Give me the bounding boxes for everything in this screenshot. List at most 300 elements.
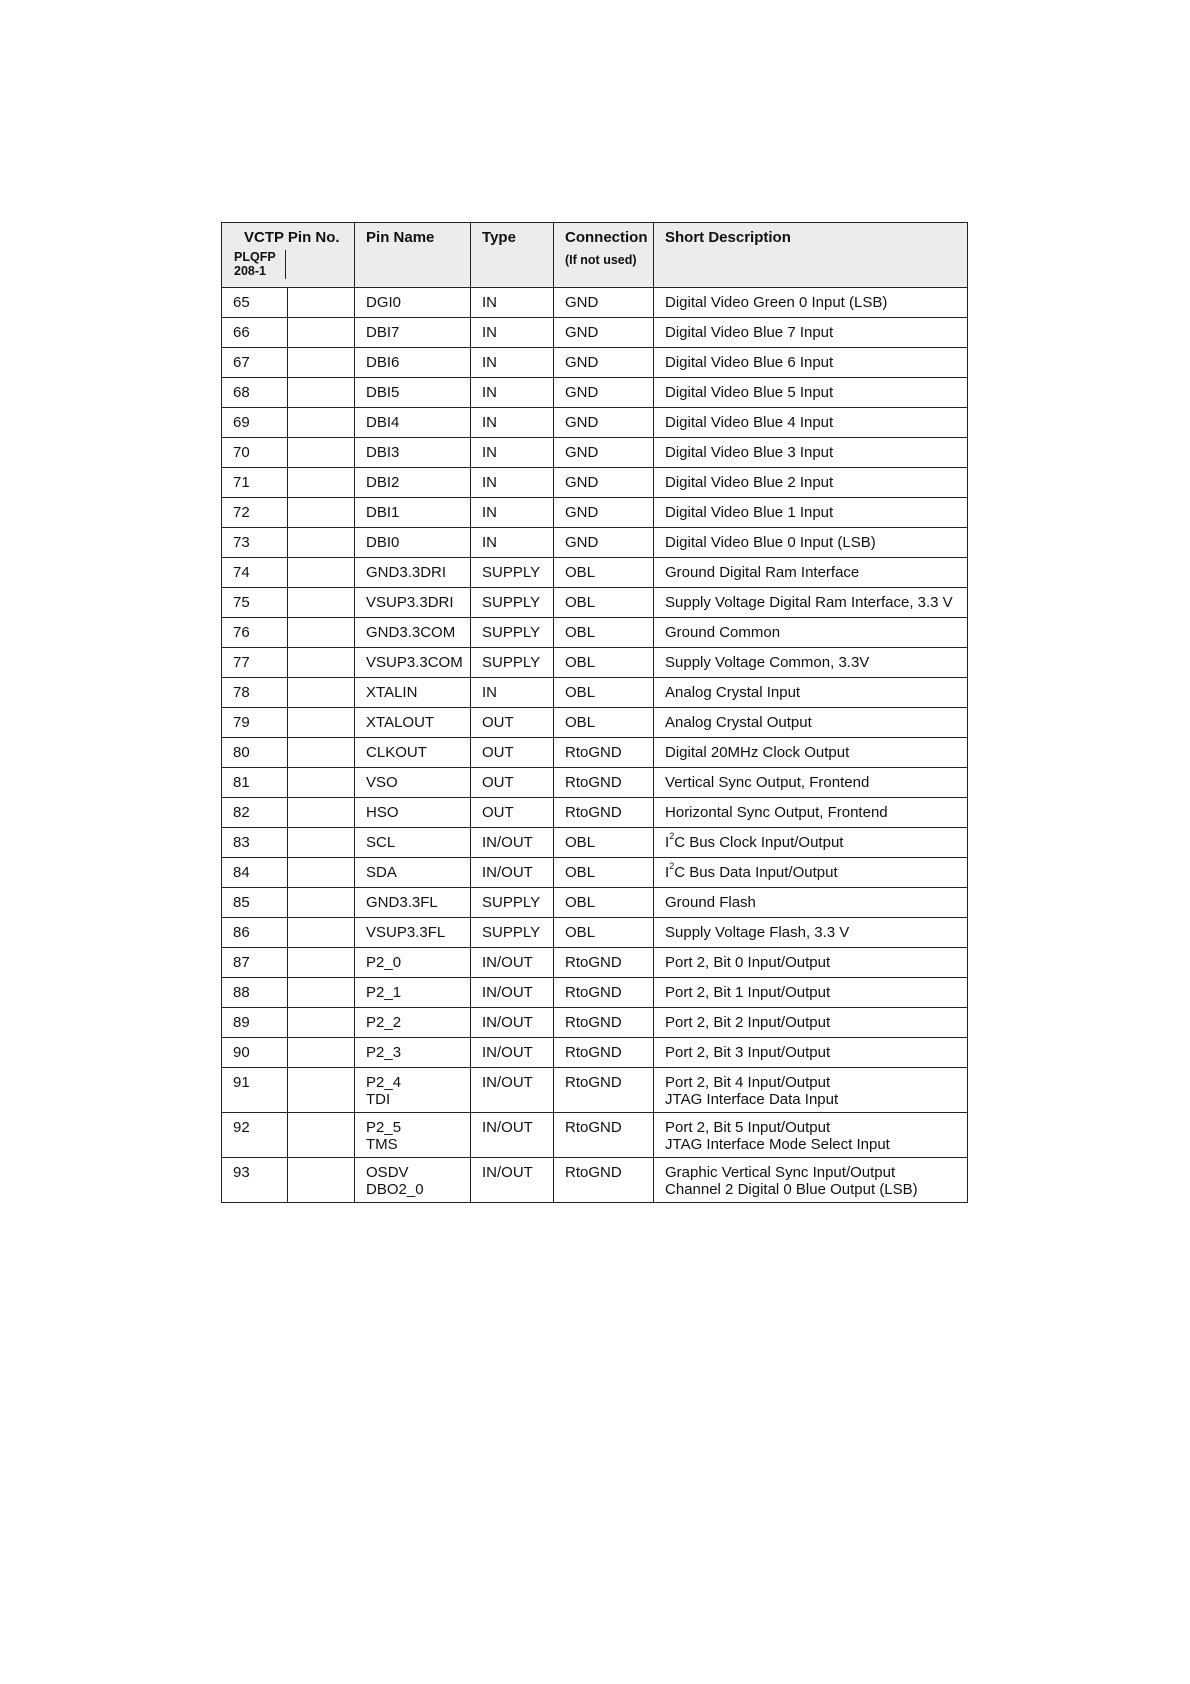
table-row: [222, 918, 968, 948]
cell-pin-name-content: [355, 1038, 470, 1061]
cell-pin-name-content: [355, 948, 470, 971]
cell-pin-name-content: [355, 1113, 470, 1153]
cell-pin-number-content: [222, 648, 287, 671]
cell-description: [654, 498, 968, 528]
cell-connection-content: [554, 1113, 653, 1136]
cell-connection-content: [554, 648, 653, 671]
pin-name: P2_1: [366, 984, 402, 1001]
cell-blank: [288, 1158, 355, 1203]
pin-number: 65: [233, 294, 250, 311]
pin-name: DGI0: [366, 294, 402, 311]
cell-pin-number: [222, 348, 288, 378]
header-vctp-label: VCTP Pin No.: [244, 229, 340, 246]
cell-pin-number-content: [222, 678, 287, 701]
cell-pin-name-content: [355, 348, 470, 371]
cell-pin-number: [222, 558, 288, 588]
cell-description: [654, 588, 968, 618]
cell-description-content: [654, 1068, 967, 1108]
cell-type: [471, 618, 554, 648]
cell-pin-number-content: [222, 798, 287, 821]
pin-connection: RtoGND: [565, 804, 622, 821]
cell-type: [471, 948, 554, 978]
cell-pin-number: [222, 978, 288, 1008]
pin-name: XTALOUT: [366, 714, 435, 731]
cell-connection-content: [554, 498, 653, 521]
description-line1: [665, 1074, 830, 1091]
description-line1: [665, 684, 800, 701]
cell-pin-name: [355, 348, 471, 378]
cell-type: [471, 798, 554, 828]
cell-pin-number: [222, 798, 288, 828]
cell-description-content: [654, 768, 967, 791]
cell-description-content: [654, 498, 967, 521]
description-text: C Bus Data Input/Output: [674, 864, 838, 881]
cell-connection-content: [554, 558, 653, 581]
cell-description: [654, 558, 968, 588]
cell-connection: [554, 588, 654, 618]
cell-pin-number-content: [222, 858, 287, 881]
pin-type: IN: [482, 444, 498, 461]
pin-connection: RtoGND: [565, 1119, 622, 1136]
cell-pin-name: [355, 678, 471, 708]
cell-type: [471, 648, 554, 678]
pin-name: DBI2: [366, 474, 400, 491]
description-line1: [665, 624, 780, 641]
pin-type: IN: [482, 684, 498, 701]
cell-type-content: [471, 438, 553, 461]
pin-number: 89: [233, 1014, 250, 1031]
pin-connection: GND: [565, 324, 599, 341]
header-connection: [554, 223, 654, 288]
cell-connection: [554, 558, 654, 588]
table-row: [222, 348, 968, 378]
pin-number: 78: [233, 684, 250, 701]
description-text: Ground Flash: [665, 894, 756, 911]
table-row: [222, 708, 968, 738]
cell-blank: [288, 1068, 355, 1113]
cell-description-content: [654, 738, 967, 761]
table-row: [222, 1113, 968, 1158]
cell-connection: [554, 708, 654, 738]
cell-type-content: [471, 528, 553, 551]
cell-pin-number-content: [222, 1158, 287, 1181]
cell-blank: [288, 738, 355, 768]
cell-pin-name: [355, 798, 471, 828]
pin-connection: GND: [565, 384, 599, 401]
cell-connection: [554, 948, 654, 978]
cell-connection: [554, 888, 654, 918]
table-header-row: [222, 223, 968, 288]
header-pin-name: [355, 223, 471, 288]
cell-pin-number-content: [222, 1068, 287, 1091]
cell-pin-number: [222, 408, 288, 438]
cell-type: [471, 1068, 554, 1113]
cell-connection: [554, 798, 654, 828]
cell-type-content: [471, 468, 553, 491]
pin-type: SUPPLY: [482, 894, 541, 911]
description-text: Supply Voltage Digital Ram Interface, 3.3 V: [665, 594, 953, 611]
cell-pin-number: [222, 858, 288, 888]
cell-pin-number: [222, 948, 288, 978]
cell-description-content: [654, 948, 967, 971]
cell-blank: [288, 798, 355, 828]
cell-type-content: [471, 888, 553, 911]
cell-pin-name: [355, 378, 471, 408]
cell-type: [471, 1038, 554, 1068]
cell-pin-name: [355, 438, 471, 468]
cell-pin-name-content: [355, 618, 470, 641]
pin-type: IN/OUT: [482, 1014, 533, 1031]
cell-description-content: [654, 888, 967, 911]
description-line1: [665, 444, 833, 461]
pin-number: 67: [233, 354, 250, 371]
header-type: [471, 223, 554, 288]
pin-connection: OBL: [565, 864, 596, 881]
cell-connection-content: [554, 828, 653, 851]
cell-description: [654, 408, 968, 438]
description-line2: JTAG Interface Mode Select Input: [665, 1136, 890, 1153]
cell-connection: [554, 348, 654, 378]
cell-connection: [554, 438, 654, 468]
description-text: Digital Video Blue 0 Input (LSB): [665, 534, 876, 551]
cell-type-content: [471, 288, 553, 311]
cell-pin-name-content: [355, 318, 470, 341]
cell-pin-number-content: [222, 378, 287, 401]
description-text: Digital Video Blue 2 Input: [665, 474, 834, 491]
pin-connection: RtoGND: [565, 1074, 622, 1091]
description-text: Port 2, Bit 3 Input/Output: [665, 1044, 831, 1061]
cell-blank: [288, 948, 355, 978]
cell-description-content: [654, 378, 967, 401]
cell-connection: [554, 648, 654, 678]
pin-type: OUT: [482, 744, 514, 761]
pin-name: GND3.3DRI: [366, 564, 447, 581]
cell-blank: [288, 888, 355, 918]
pin-number: 69: [233, 414, 250, 431]
pin-name: P2_3: [366, 1044, 402, 1061]
description-text: Vertical Sync Output, Frontend: [665, 774, 870, 791]
cell-description-content: [654, 1113, 967, 1153]
cell-pin-number: [222, 738, 288, 768]
cell-blank: [288, 558, 355, 588]
cell-blank: [288, 498, 355, 528]
description-text: Digital Video Blue 3 Input: [665, 444, 834, 461]
pin-number: 76: [233, 624, 250, 641]
description-text: Ground Digital Ram Interface: [665, 564, 860, 581]
table-row: [222, 678, 968, 708]
pin-type: SUPPLY: [482, 654, 541, 671]
cell-pin-number: [222, 918, 288, 948]
table-row: [222, 408, 968, 438]
cell-connection: [554, 1113, 654, 1158]
cell-pin-name-content: [355, 888, 470, 911]
cell-description-content: [654, 318, 967, 341]
header-short-description-label: Short Description: [665, 229, 791, 246]
cell-type-content: [471, 348, 553, 371]
cell-type: [471, 1158, 554, 1203]
description-line1: [665, 1044, 830, 1061]
cell-blank: [288, 588, 355, 618]
cell-blank: [288, 858, 355, 888]
cell-pin-name-content: [355, 1008, 470, 1031]
cell-description: [654, 528, 968, 558]
pin-connection: GND: [565, 354, 599, 371]
cell-connection: [554, 408, 654, 438]
cell-pin-number-content: [222, 1008, 287, 1031]
cell-connection: [554, 918, 654, 948]
header-type-label: Type: [482, 229, 516, 246]
description-line1: [665, 924, 849, 941]
pin-number: 83: [233, 834, 250, 851]
table-row: [222, 648, 968, 678]
cell-description-content: [654, 648, 967, 671]
cell-connection-content: [554, 768, 653, 791]
pin-number: 74: [233, 564, 250, 581]
description-text: Analog Crystal Output: [665, 714, 812, 731]
pin-connection: OBL: [565, 654, 596, 671]
cell-pin-name-content: [355, 708, 470, 731]
pin-name: DBI3: [366, 444, 400, 461]
description-text: Digital Video Blue 5 Input: [665, 384, 834, 401]
cell-pin-number-content: [222, 528, 287, 551]
pin-connection: OBL: [565, 924, 596, 941]
cell-type-content: [471, 318, 553, 341]
header-pin-name-label: Pin Name: [366, 229, 435, 246]
pin-type: IN/OUT: [482, 1074, 533, 1091]
cell-pin-name: [355, 618, 471, 648]
pin-description-table: [221, 222, 968, 1203]
cell-type: [471, 378, 554, 408]
cell-pin-name: [355, 588, 471, 618]
pin-name: DBI0: [366, 534, 400, 551]
cell-description-content: [654, 618, 967, 641]
cell-type: [471, 498, 554, 528]
cell-type-content: [471, 588, 553, 611]
pin-number: 72: [233, 504, 250, 521]
cell-blank: [288, 468, 355, 498]
cell-pin-number: [222, 528, 288, 558]
pin-type: IN/OUT: [482, 834, 533, 851]
pin-name: VSUP3.3COM: [366, 654, 463, 671]
description-line1: [665, 1164, 895, 1181]
cell-pin-name: [355, 498, 471, 528]
cell-type: [471, 438, 554, 468]
description-line2: JTAG Interface Data Input: [665, 1091, 839, 1108]
pin-connection: GND: [565, 504, 599, 521]
pin-type: IN/OUT: [482, 1044, 533, 1061]
cell-type-content: [471, 498, 553, 521]
cell-pin-number: [222, 498, 288, 528]
cell-blank: [288, 828, 355, 858]
cell-description-content: [654, 348, 967, 371]
cell-type-content: [471, 1158, 553, 1181]
pin-connection: RtoGND: [565, 1014, 622, 1031]
cell-blank: [288, 318, 355, 348]
pin-name: CLKOUT: [366, 744, 427, 761]
pin-number: 93: [233, 1164, 250, 1181]
cell-pin-number: [222, 678, 288, 708]
pin-name-alt: TMS: [366, 1136, 398, 1153]
description-text: Supply Voltage Common, 3.3V: [665, 654, 870, 671]
pin-number: 79: [233, 714, 250, 731]
table-row: [222, 468, 968, 498]
cell-connection-content: [554, 618, 653, 641]
cell-connection: [554, 618, 654, 648]
description-text: Port 2, Bit 1 Input/Output: [665, 984, 831, 1001]
header-connection-label: Connection: [565, 229, 648, 246]
cell-connection-content: [554, 978, 653, 1001]
cell-description: [654, 1038, 968, 1068]
cell-type-content: [471, 978, 553, 1001]
description-line1: [665, 894, 756, 911]
table-row: [222, 1038, 968, 1068]
description-line1: [665, 861, 838, 881]
cell-pin-name-content: [355, 498, 470, 521]
pin-type: IN: [482, 474, 498, 491]
cell-type: [471, 468, 554, 498]
pin-number: 70: [233, 444, 250, 461]
cell-type-content: [471, 858, 553, 881]
cell-pin-number-content: [222, 348, 287, 371]
cell-description: [654, 828, 968, 858]
cell-type-content: [471, 708, 553, 731]
cell-type: [471, 918, 554, 948]
pin-number: 88: [233, 984, 250, 1001]
cell-pin-number-content: [222, 588, 287, 611]
pin-name: VSUP3.3FL: [366, 924, 446, 941]
cell-connection-content: [554, 438, 653, 461]
description-line1: [665, 654, 869, 671]
description-text: Digital Video Green 0 Input (LSB): [665, 294, 888, 311]
pin-name: DBI6: [366, 354, 400, 371]
cell-description-content: [654, 798, 967, 821]
cell-pin-name-content: [355, 1068, 470, 1108]
description-text: Horizontal Sync Output, Frontend: [665, 804, 888, 821]
table-row: [222, 768, 968, 798]
cell-pin-name: [355, 1068, 471, 1113]
pin-type: OUT: [482, 774, 514, 791]
cell-blank: [288, 678, 355, 708]
pin-type: OUT: [482, 804, 514, 821]
pin-type: SUPPLY: [482, 594, 541, 611]
pin-type: IN: [482, 324, 498, 341]
cell-pin-number-content: [222, 438, 287, 461]
pin-connection: OBL: [565, 834, 596, 851]
cell-connection-content: [554, 918, 653, 941]
pin-number: 71: [233, 474, 250, 491]
cell-pin-number: [222, 378, 288, 408]
pin-connection: GND: [565, 414, 599, 431]
pin-connection: GND: [565, 474, 599, 491]
pin-name: VSO: [366, 774, 398, 791]
pin-connection: RtoGND: [565, 1044, 622, 1061]
pin-number: 82: [233, 804, 250, 821]
cell-pin-name-content: [355, 288, 470, 311]
cell-connection: [554, 828, 654, 858]
description-superscript: 2: [669, 861, 675, 871]
cell-pin-number-content: [222, 408, 287, 431]
cell-pin-name-content: [355, 828, 470, 851]
pin-name-alt: DBO2_0: [366, 1181, 424, 1198]
description-text: C Bus Clock Input/Output: [674, 834, 844, 851]
cell-connection-content: [554, 888, 653, 911]
description-text: Ground Common: [665, 624, 781, 641]
cell-description: [654, 798, 968, 828]
description-line1: [665, 744, 849, 761]
cell-pin-name: [355, 948, 471, 978]
pin-number: 68: [233, 384, 250, 401]
pin-name: GND3.3FL: [366, 894, 438, 911]
cell-description: [654, 708, 968, 738]
cell-pin-number: [222, 1158, 288, 1203]
description-line1: [665, 954, 830, 971]
cell-pin-number: [222, 318, 288, 348]
cell-pin-number-content: [222, 918, 287, 941]
cell-pin-number-content: [222, 1038, 287, 1061]
cell-connection-content: [554, 1008, 653, 1031]
cell-description-content: [654, 558, 967, 581]
cell-type-content: [471, 1113, 553, 1136]
cell-type-content: [471, 948, 553, 971]
cell-type-content: [471, 828, 553, 851]
cell-pin-name: [355, 318, 471, 348]
pin-number: 92: [233, 1119, 250, 1136]
cell-pin-number-content: [222, 618, 287, 641]
table-row: [222, 1068, 968, 1113]
cell-pin-name-content: [355, 468, 470, 491]
table-row: [222, 1158, 968, 1203]
table-row: [222, 288, 968, 318]
description-text: Port 2, Bit 4 Input/Output: [665, 1074, 831, 1091]
cell-connection-content: [554, 1038, 653, 1061]
cell-pin-number-content: [222, 888, 287, 911]
cell-pin-number-content: [222, 1113, 287, 1136]
cell-blank: [288, 528, 355, 558]
description-line1: [665, 984, 830, 1001]
cell-pin-number-content: [222, 768, 287, 791]
cell-description: [654, 888, 968, 918]
pin-connection: OBL: [565, 624, 596, 641]
cell-pin-name-content: [355, 588, 470, 611]
description-text: Digital Video Blue 6 Input: [665, 354, 834, 371]
pin-number: 73: [233, 534, 250, 551]
description-line1: [665, 384, 833, 401]
cell-type: [471, 528, 554, 558]
description-text: Graphic Vertical Sync Input/Output: [665, 1164, 896, 1181]
pin-name-alt: TDI: [366, 1091, 391, 1108]
cell-description-content: [654, 828, 967, 851]
pin-name: OSDV: [366, 1164, 409, 1181]
description-line1: [665, 504, 833, 521]
table-row: [222, 798, 968, 828]
cell-description-content: [654, 858, 967, 881]
cell-type: [471, 588, 554, 618]
cell-connection: [554, 528, 654, 558]
pin-name: P2_0: [366, 954, 402, 971]
cell-pin-name: [355, 528, 471, 558]
cell-blank: [288, 978, 355, 1008]
cell-connection-content: [554, 378, 653, 401]
cell-pin-number: [222, 768, 288, 798]
cell-pin-name: [355, 978, 471, 1008]
cell-connection-content: [554, 588, 653, 611]
cell-type-content: [471, 678, 553, 701]
pin-type: IN: [482, 354, 498, 371]
cell-pin-name: [355, 768, 471, 798]
cell-description-content: [654, 408, 967, 431]
pin-type: IN: [482, 414, 498, 431]
cell-type: [471, 738, 554, 768]
